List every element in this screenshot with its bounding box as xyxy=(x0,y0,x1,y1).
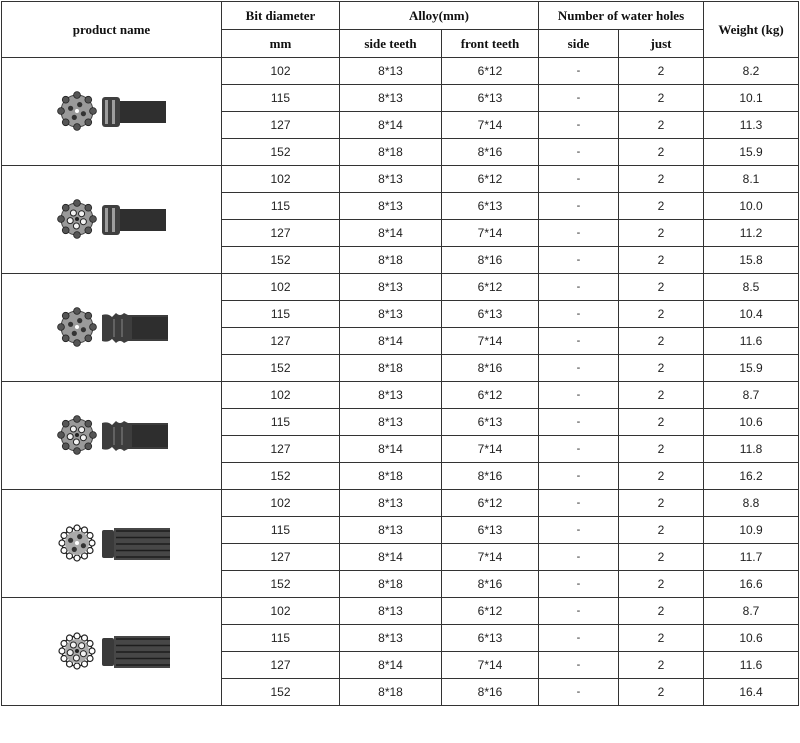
cell-bit-diameter: 115 xyxy=(222,193,340,220)
cell-side-holes: - xyxy=(539,652,619,679)
cell-weight: 11.8 xyxy=(704,436,799,463)
table-row xyxy=(2,382,799,409)
header-side-holes: side xyxy=(539,30,619,58)
cell-side-teeth: 8*14 xyxy=(340,436,442,463)
table-row xyxy=(2,166,799,193)
cell-weight: 8.8 xyxy=(704,490,799,517)
flat-face-button-bit-image xyxy=(2,58,222,166)
cell-side-holes: - xyxy=(539,382,619,409)
cell-bit-diameter: 152 xyxy=(222,571,340,598)
guide-flat-button-bit-image xyxy=(2,490,222,598)
cell-side-holes: - xyxy=(539,544,619,571)
table-row xyxy=(2,274,799,301)
cell-side-holes: - xyxy=(539,301,619,328)
cell-side-teeth: 8*13 xyxy=(340,301,442,328)
cell-just-holes: 2 xyxy=(619,517,704,544)
cell-front-teeth: 8*16 xyxy=(442,571,539,598)
cell-side-teeth: 8*14 xyxy=(340,220,442,247)
cell-just-holes: 2 xyxy=(619,355,704,382)
cell-just-holes: 2 xyxy=(619,382,704,409)
cell-side-holes: - xyxy=(539,598,619,625)
cell-weight: 16.4 xyxy=(704,679,799,706)
cell-front-teeth: 6*12 xyxy=(442,58,539,85)
cell-weight: 15.8 xyxy=(704,247,799,274)
cell-side-teeth: 8*13 xyxy=(340,409,442,436)
header-water-holes: Number of water holes xyxy=(539,2,704,30)
cell-side-teeth: 8*13 xyxy=(340,274,442,301)
cell-bit-diameter: 102 xyxy=(222,598,340,625)
cell-side-teeth: 8*18 xyxy=(340,679,442,706)
cell-weight: 8.7 xyxy=(704,598,799,625)
header-bit-diameter: Bit diameter xyxy=(222,2,340,30)
cell-weight: 8.5 xyxy=(704,274,799,301)
drill-bit-icon xyxy=(47,87,177,137)
cell-side-teeth: 8*13 xyxy=(340,58,442,85)
cell-side-holes: - xyxy=(539,112,619,139)
cell-bit-diameter: 102 xyxy=(222,274,340,301)
cell-weight: 8.2 xyxy=(704,58,799,85)
cell-side-teeth: 8*18 xyxy=(340,247,442,274)
cell-weight: 10.0 xyxy=(704,193,799,220)
cell-just-holes: 2 xyxy=(619,679,704,706)
cell-side-teeth: 8*13 xyxy=(340,85,442,112)
cell-side-teeth: 8*14 xyxy=(340,328,442,355)
cell-side-holes: - xyxy=(539,328,619,355)
header-weight: Weight (kg) xyxy=(704,2,799,58)
cell-just-holes: 2 xyxy=(619,301,704,328)
cell-front-teeth: 7*14 xyxy=(442,544,539,571)
cell-side-holes: - xyxy=(539,625,619,652)
drill-bit-icon xyxy=(47,627,177,677)
cell-weight: 11.7 xyxy=(704,544,799,571)
cell-side-holes: - xyxy=(539,58,619,85)
cell-side-teeth: 8*18 xyxy=(340,463,442,490)
cell-front-teeth: 8*16 xyxy=(442,247,539,274)
cell-side-holes: - xyxy=(539,220,619,247)
cell-bit-diameter: 127 xyxy=(222,652,340,679)
cell-bit-diameter: 102 xyxy=(222,490,340,517)
cell-side-teeth: 8*13 xyxy=(340,625,442,652)
header-side-teeth: side teeth xyxy=(340,30,442,58)
drill-bit-icon xyxy=(47,411,177,461)
cell-side-holes: - xyxy=(539,679,619,706)
table-row xyxy=(2,58,799,85)
cell-front-teeth: 7*14 xyxy=(442,652,539,679)
cell-front-teeth: 7*14 xyxy=(442,112,539,139)
cell-side-teeth: 8*14 xyxy=(340,112,442,139)
cell-bit-diameter: 115 xyxy=(222,85,340,112)
cell-just-holes: 2 xyxy=(619,193,704,220)
cell-front-teeth: 8*16 xyxy=(442,463,539,490)
cell-weight: 10.1 xyxy=(704,85,799,112)
header-front-teeth: front teeth xyxy=(442,30,539,58)
cell-side-teeth: 8*13 xyxy=(340,517,442,544)
cell-weight: 10.9 xyxy=(704,517,799,544)
cell-front-teeth: 6*12 xyxy=(442,382,539,409)
cell-side-holes: - xyxy=(539,274,619,301)
header-just-holes: just xyxy=(619,30,704,58)
cell-front-teeth: 7*14 xyxy=(442,328,539,355)
cell-side-holes: - xyxy=(539,85,619,112)
cell-front-teeth: 6*13 xyxy=(442,301,539,328)
product-spec-table xyxy=(1,1,799,706)
cell-side-holes: - xyxy=(539,193,619,220)
header-product-name: product name xyxy=(2,2,222,58)
cell-just-holes: 2 xyxy=(619,571,704,598)
cell-front-teeth: 8*16 xyxy=(442,355,539,382)
cell-just-holes: 2 xyxy=(619,58,704,85)
cell-just-holes: 2 xyxy=(619,409,704,436)
cell-front-teeth: 6*13 xyxy=(442,409,539,436)
cell-front-teeth: 6*12 xyxy=(442,274,539,301)
cell-just-holes: 2 xyxy=(619,490,704,517)
cell-just-holes: 2 xyxy=(619,328,704,355)
cell-bit-diameter: 127 xyxy=(222,436,340,463)
cell-front-teeth: 6*12 xyxy=(442,490,539,517)
cell-bit-diameter: 127 xyxy=(222,328,340,355)
cell-bit-diameter: 115 xyxy=(222,409,340,436)
cell-front-teeth: 7*14 xyxy=(442,436,539,463)
cell-bit-diameter: 127 xyxy=(222,544,340,571)
cell-side-teeth: 8*13 xyxy=(340,193,442,220)
cell-bit-diameter: 127 xyxy=(222,220,340,247)
cell-front-teeth: 6*12 xyxy=(442,166,539,193)
cell-side-holes: - xyxy=(539,355,619,382)
cell-side-teeth: 8*18 xyxy=(340,355,442,382)
cell-weight: 15.9 xyxy=(704,355,799,382)
cell-just-holes: 2 xyxy=(619,247,704,274)
table-body xyxy=(2,58,799,706)
cell-weight: 11.2 xyxy=(704,220,799,247)
cell-front-teeth: 6*13 xyxy=(442,625,539,652)
cell-side-holes: - xyxy=(539,409,619,436)
cell-front-teeth: 7*14 xyxy=(442,220,539,247)
retrac-ballistic-button-bit-image xyxy=(2,382,222,490)
cell-just-holes: 2 xyxy=(619,166,704,193)
cell-bit-diameter: 152 xyxy=(222,139,340,166)
cell-front-teeth: 8*16 xyxy=(442,679,539,706)
retrac-flat-button-bit-image xyxy=(2,274,222,382)
cell-side-teeth: 8*18 xyxy=(340,139,442,166)
cell-side-holes: - xyxy=(539,436,619,463)
cell-weight: 11.3 xyxy=(704,112,799,139)
cell-weight: 15.9 xyxy=(704,139,799,166)
cell-just-holes: 2 xyxy=(619,598,704,625)
cell-weight: 11.6 xyxy=(704,652,799,679)
cell-side-holes: - xyxy=(539,490,619,517)
cell-weight: 8.7 xyxy=(704,382,799,409)
cell-bit-diameter: 102 xyxy=(222,58,340,85)
cell-side-teeth: 8*14 xyxy=(340,544,442,571)
cell-front-teeth: 8*16 xyxy=(442,139,539,166)
cell-bit-diameter: 152 xyxy=(222,247,340,274)
header-alloy: Alloy(mm) xyxy=(340,2,539,30)
cell-just-holes: 2 xyxy=(619,463,704,490)
cell-bit-diameter: 115 xyxy=(222,625,340,652)
cell-weight: 10.6 xyxy=(704,409,799,436)
cell-bit-diameter: 115 xyxy=(222,517,340,544)
cell-just-holes: 2 xyxy=(619,544,704,571)
cell-front-teeth: 6*13 xyxy=(442,193,539,220)
cell-just-holes: 2 xyxy=(619,85,704,112)
cell-just-holes: 2 xyxy=(619,139,704,166)
cell-front-teeth: 6*13 xyxy=(442,517,539,544)
cell-just-holes: 2 xyxy=(619,274,704,301)
drill-bit-icon xyxy=(47,303,177,353)
cell-weight: 16.2 xyxy=(704,463,799,490)
table-row xyxy=(2,598,799,625)
cell-front-teeth: 6*12 xyxy=(442,598,539,625)
cell-side-teeth: 8*13 xyxy=(340,598,442,625)
cell-side-holes: - xyxy=(539,166,619,193)
cell-bit-diameter: 127 xyxy=(222,112,340,139)
cell-weight: 16.6 xyxy=(704,571,799,598)
drill-bit-icon xyxy=(47,519,177,569)
cell-just-holes: 2 xyxy=(619,625,704,652)
cell-front-teeth: 6*13 xyxy=(442,85,539,112)
cell-side-holes: - xyxy=(539,139,619,166)
guide-ballistic-button-bit-image xyxy=(2,598,222,706)
cell-side-teeth: 8*13 xyxy=(340,490,442,517)
header-bit-unit: mm xyxy=(222,30,340,58)
cell-bit-diameter: 115 xyxy=(222,301,340,328)
cell-bit-diameter: 152 xyxy=(222,355,340,382)
cell-weight: 11.6 xyxy=(704,328,799,355)
cell-side-holes: - xyxy=(539,463,619,490)
cell-side-holes: - xyxy=(539,571,619,598)
cell-side-teeth: 8*13 xyxy=(340,382,442,409)
cell-just-holes: 2 xyxy=(619,436,704,463)
cell-side-holes: - xyxy=(539,247,619,274)
cell-bit-diameter: 102 xyxy=(222,166,340,193)
cell-weight: 10.4 xyxy=(704,301,799,328)
cell-bit-diameter: 152 xyxy=(222,679,340,706)
cell-bit-diameter: 102 xyxy=(222,382,340,409)
table-row xyxy=(2,490,799,517)
cell-weight: 8.1 xyxy=(704,166,799,193)
drill-bit-icon xyxy=(47,195,177,245)
cell-side-teeth: 8*18 xyxy=(340,571,442,598)
cell-side-teeth: 8*13 xyxy=(340,166,442,193)
cell-side-holes: - xyxy=(539,517,619,544)
ballistic-button-bit-image xyxy=(2,166,222,274)
cell-bit-diameter: 152 xyxy=(222,463,340,490)
cell-just-holes: 2 xyxy=(619,220,704,247)
cell-just-holes: 2 xyxy=(619,652,704,679)
cell-side-teeth: 8*14 xyxy=(340,652,442,679)
cell-just-holes: 2 xyxy=(619,112,704,139)
cell-weight: 10.6 xyxy=(704,625,799,652)
